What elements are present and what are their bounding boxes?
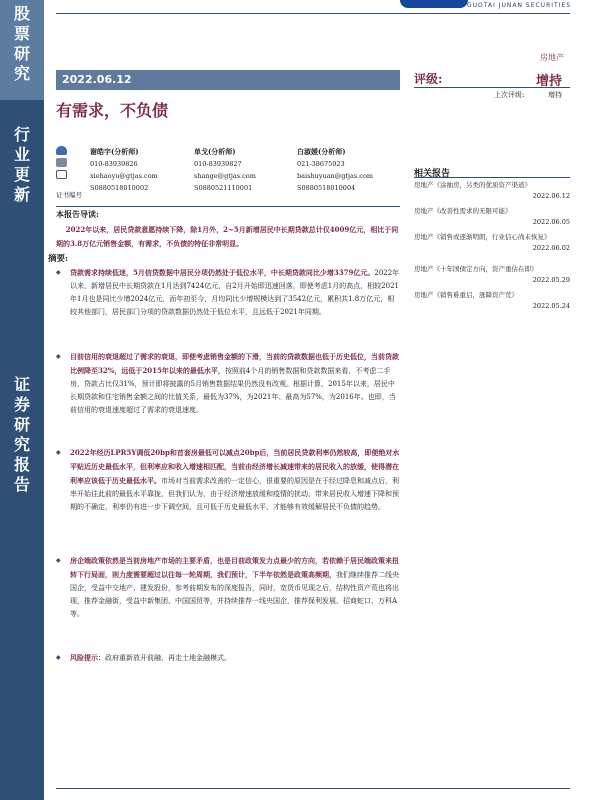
sidebar-char: 业 (13, 145, 30, 164)
analyst-divider (56, 206, 400, 207)
bullet-text: 2022年以来，新增居民中长期贷款在1月达到7424亿元，自2月开始即迅速回落，即使考虑1月的高点，相较2021年1月也是同比少增2024亿元，而年初至今，月均同比少增规模达到了3542亿元，累积共1.8万亿元，相较其他部门，居民部门分项的贷款数据仍然处于低位水平，且远低于2021年同期。 (70, 269, 400, 316)
sidebar-char: 究 (13, 64, 30, 83)
bullet-bold: 2022年经历LPR5Y调低20bp和首套房最低可以减点20bp后，当前居民贷款利率仍然较高，即便绝对水平贴近历史最低水平，但利率应和收入增速相匹配，当前由经济增长减速带来的居民收入的放缓，使得潜在利率应该低于历史最低水平。 (70, 448, 400, 485)
rating-divider (414, 87, 570, 88)
bullet-content (58, 266, 400, 319)
analyst-cert: S0880518010004 (297, 184, 356, 192)
analyst-block (56, 146, 400, 206)
sidebar-char: 新 (13, 185, 30, 204)
brand-logo-icon (400, 0, 468, 8)
analyst-card (194, 146, 304, 194)
header-divider (56, 13, 570, 14)
bullet-content (58, 554, 400, 621)
related-report-item[interactable] (414, 206, 570, 228)
phone-icon (56, 158, 67, 167)
analyst-name: 谢皓宇(分析师) (90, 147, 139, 156)
analyst-card (90, 146, 200, 194)
bullet-text: 政府重新放开前融、再走土地金融模式。 (105, 654, 231, 662)
summary-bullet (58, 350, 400, 417)
bullet-text: 按照前4个月的销售数据和贷款数据来看，不考虑二手房，贷款占比仅31%，预计即将披露的5月销售数据结果仍然没有改观。根据计算，2015年以来，居民中长期贷款和住宅销售金额之间的比值关系，最低为37%，为2021年、最高为57%，为2016年。也即，当前信用的衰退速度超过了需求的衰退速度。 (70, 367, 396, 414)
sidebar-band (0, 0, 44, 800)
industry-label: 房地产 (540, 53, 564, 62)
report-title: 有需求，不负债 (56, 101, 169, 120)
related-report-title[interactable]: 房地产《销售难重启，涨降资产荒》 (414, 291, 518, 299)
sidebar-char: 券 (13, 395, 30, 414)
related-report-date: 2022.06.02 (532, 244, 570, 252)
sidebar-char: 更 (13, 165, 30, 184)
bullet-text: 我们继续推荐二线央国企，受益中交地产、建发股份，参考前期发布的深度报告，同时，宽货币见现之后，结构性资产荒也将出现，推荐金融街，受益中新集团、中国国贸等，并持续推荐一线央国企，推荐保利发展、招商蛇口、万科A等。 (70, 571, 399, 618)
analyst-email[interactable]: baishuyuan@gtjas.com (297, 172, 374, 180)
previous-rating-label: 上次评级: (494, 91, 525, 99)
analyst-cert: S0880521110001 (194, 184, 253, 192)
previous-rating-value: 增持 (548, 91, 562, 99)
summary-bullet (58, 446, 400, 514)
guide-body: 2022年以来，居民贷款意愿持续下降，除1月外，2~5月新增居民中长期贷款总计仅4009亿元，相比于同期的3.8万亿元销售金额，有需求，不负债的特征非常明显。 (56, 225, 399, 248)
analyst-phone: 010-83939826 (90, 160, 138, 168)
report-date: 2022.06.12 (56, 70, 400, 90)
related-report-item[interactable] (414, 264, 570, 286)
bullet-bold: 目前信用的衰退超过了需求的衰退，即便考虑销售金额的下滑，当前的贷款数据也低于历史低位，当前贷款比例降至32%，远低于2015年以来的最低水平， (70, 352, 399, 375)
related-report-date: 2022.06.05 (532, 218, 570, 226)
related-divider (414, 177, 570, 178)
sidebar-stock-research (0, 0, 44, 100)
bullet-bold: 房企端政策依然是当前房地产市场的主要矛盾，也是目前政策发力点最少的方向，若依赖于居民端政策来扭转下行局面，则力度需要超过以往每一轮周期，我们预计，下半年依然是政策高频期， (70, 556, 399, 579)
sidebar-char: 研 (13, 415, 30, 434)
summary-bullet (58, 554, 400, 621)
sidebar-char: 票 (13, 24, 30, 43)
bullet-content (58, 446, 400, 514)
sidebar-char: 股 (13, 4, 30, 23)
person-icon (56, 146, 67, 155)
analyst-email[interactable]: shange@gtjas.com (194, 172, 256, 180)
bullet-content (58, 651, 400, 665)
mail-icon (56, 170, 67, 179)
rating-label: 评级: (414, 72, 443, 86)
related-report-title[interactable]: 房地产《销售或逐渐明朗，行业信心尚未恢复》 (414, 233, 551, 241)
brand-name: GUOTAI JUNAN SECURITIES (467, 2, 572, 9)
bullet-bold: 风险提示： (70, 653, 105, 662)
related-report-title[interactable]: 房地产《十年国债定方向，资产重估在即》 (414, 265, 538, 273)
sidebar-char: 证 (13, 375, 30, 394)
certificate-label: 证书编号 (56, 191, 82, 199)
bullet-text: 市场对当前需求改善的一定信心，很重要的原因是在于经过降息和减点后，利率开始往此前的最低水平靠拢，但我们认为，由于经济增速放缓和疫情的扰动，带来居民收入增速下降和预期的不确定，利率仍有进一步下调空间，且可低于历史最低水平，才能够有效缓解居民不负债的趋势。 (70, 477, 399, 511)
sidebar-research-report (0, 375, 44, 495)
related-report-item[interactable] (414, 290, 570, 312)
analyst-card (297, 146, 407, 194)
analyst-phone: 021-38675923 (297, 160, 345, 168)
analyst-name: 白淑媛(分析师) (297, 147, 346, 156)
analyst-name: 单戈(分析师) (194, 147, 236, 156)
sidebar-char: 告 (13, 475, 30, 494)
summary-bullet (58, 651, 400, 665)
related-report-date: 2022.06.12 (532, 192, 570, 200)
related-report-item[interactable] (414, 232, 570, 254)
related-report-item[interactable] (414, 180, 570, 202)
bullet-content (58, 350, 400, 417)
rating-value: 增持 (535, 74, 562, 89)
sidebar-char: 报 (13, 455, 30, 474)
analyst-phone: 010-83939827 (194, 160, 242, 168)
sidebar-char: 行 (13, 125, 30, 144)
analyst-email[interactable]: xiehaoyu@gtjas.com (90, 172, 158, 180)
analyst-icons (56, 146, 70, 182)
related-report-title[interactable]: 房地产《改善性需求的无限可能》 (414, 207, 512, 215)
bullet-bold: 贷款需求持续低迷，5月信贷数据中居民分项仍然处于低位水平，中长期贷款同比少增3379亿元。 (70, 268, 375, 277)
summary-bullet (58, 266, 400, 319)
summary-heading: 摘要: (48, 254, 69, 264)
footer-divider (56, 788, 570, 789)
related-report-date: 2022.05.24 (532, 302, 570, 310)
related-report-title[interactable]: 房地产《涂抽房，另类的优质资产渠道》 (414, 181, 531, 189)
sidebar-industry-update (0, 125, 44, 205)
related-reports-heading: 相关报告 (414, 169, 451, 179)
guide-heading: 本报告导读: (56, 209, 99, 219)
sidebar-char: 究 (13, 435, 30, 454)
related-report-date: 2022.05.29 (532, 276, 570, 284)
sidebar-char: 研 (13, 44, 30, 63)
analyst-cert: S0880518010002 (90, 184, 149, 192)
